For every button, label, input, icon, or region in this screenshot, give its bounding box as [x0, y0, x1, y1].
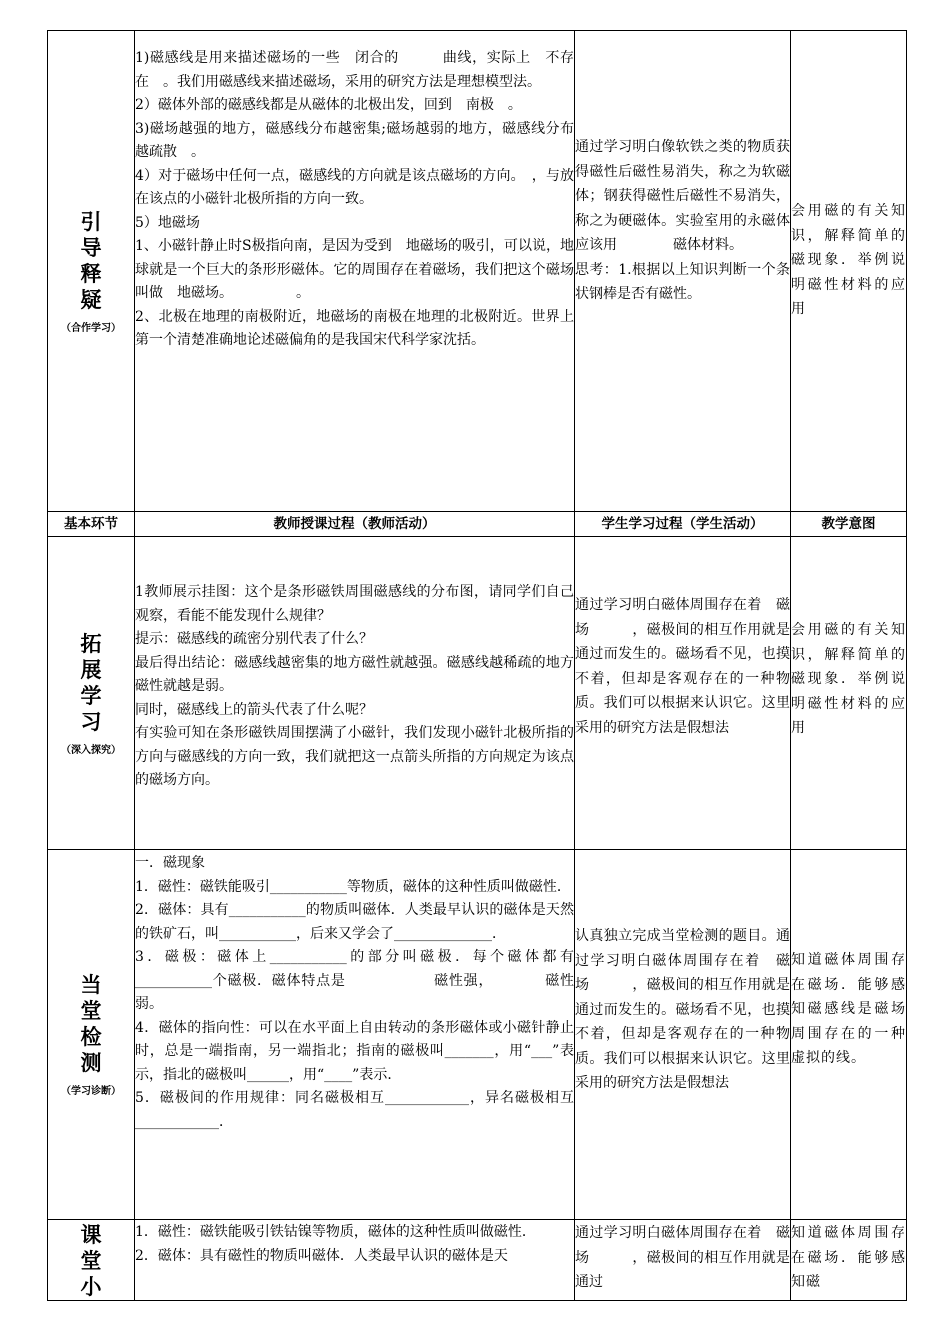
header-teacher: 教师授课过程（教师活动） [135, 512, 575, 537]
section-char: 当 [80, 973, 102, 997]
paragraph: 5．磁极间的作用规律：同名磁极相互____________，异名磁极相互____________． [135, 1090, 574, 1130]
section-guide [48, 31, 135, 512]
section-char: 拓 [80, 631, 102, 656]
student-activity-expand [575, 537, 791, 850]
section-char: 引 [80, 209, 102, 234]
paragraph: 2、北极在地理的南极附近，地磁场的南极在地理的北极附近。世界上第一个清楚准确地论述磁偏角的是我国宋代科学家沈括。 [135, 308, 574, 348]
section-char: 导 [80, 235, 102, 260]
paragraph: 提示：磁感线的疏密分别代表了什么？ [135, 631, 373, 647]
paragraph: 2．磁体：具有___________的物质叫磁体．人类最早认识的磁体是天然的铁矿石，叫___________，后来又学会了______________． [135, 902, 574, 942]
student-activity-guide [575, 31, 791, 512]
paragraph: 知道磁体周围存在磁场．能够感知磁感线是磁场周围存在的一种虚拟的线。 [791, 952, 906, 1066]
paragraph: 同时，磁感线上的箭头代表了什么呢？ [135, 701, 373, 718]
paragraph: 知道磁体周围存在磁场．能够感知磁 [791, 1225, 906, 1290]
teacher-activity-guide [135, 31, 575, 512]
section-expand [48, 537, 135, 850]
section-char: 小 [80, 1275, 102, 1299]
paragraph: 最后得出结论：磁感线越密集的地方磁性就越强。磁感线越稀疏的地方磁性就越是弱。 [135, 654, 574, 694]
header-row [48, 512, 907, 537]
section-char: 习 [80, 709, 102, 734]
section-char: 检 [80, 1025, 102, 1049]
paragraph: 有实验可知在条形磁铁周围摆满了小磁针，我们发现小磁针北极所指的方向与磁感线的方向一致，我们就把这一点箭头所指的方向规定为该点的磁场方向。 [135, 725, 574, 788]
paragraph: 3)磁场越强的地方，磁感线分布越密集;磁场越弱的地方，磁感线分布越疏散 。 [135, 120, 574, 160]
section-char: 堂 [80, 1249, 102, 1273]
paragraph: 3．磁极：磁体上___________的部分叫磁极．每个磁体都有___________个磁极．磁体特点是 磁性强， 磁性弱。 [135, 949, 574, 1012]
row-guide [48, 31, 907, 512]
intent-summary [791, 1220, 907, 1301]
intent-guide [791, 31, 907, 512]
paragraph: 1)磁感线是用来描述磁场的一些 闭合的 曲线，实际上 不存在 。我们用磁感线来描述磁场，采用的研究方法是理想模型法。 [135, 50, 574, 90]
intent-check [791, 850, 907, 1220]
paragraph: 会用磁的有关知识，解释简单的磁现象．举例说明磁性材料的应用 [791, 203, 906, 317]
teacher-activity-check [135, 850, 575, 1220]
section-check [48, 850, 135, 1220]
paragraph: 1．磁性：磁铁能吸引___________等物质，磁体的这种性质叫做磁性． [135, 878, 571, 895]
row-expand [48, 537, 907, 850]
section-char: 展 [80, 657, 102, 682]
section-char: 堂 [80, 999, 102, 1023]
paragraph: 会用磁的有关知识，解释简单的磁现象．举例说明磁性材料的应用 [791, 622, 906, 736]
section-subtitle: （深入探究） [61, 744, 121, 756]
student-activity-check [575, 850, 791, 1220]
paragraph: 通过学习明白磁体周围存在着 磁场 ，磁极间的相互作用就是通过而发生的。磁场看不见，也摸不着，但却是客观存在的一种物质。我们可以根据来认识它。这里采用的研究方法是假想法 [575, 597, 790, 736]
student-activity-summary [575, 1220, 791, 1301]
teacher-activity-summary [135, 1220, 575, 1301]
paragraph: 4）对于磁场中任何一点，磁感线的方向就是该点磁场的方向。 ，与放在该点的小磁针北极所指的方向一致。 [135, 167, 574, 207]
section-subtitle: （学习诊断） [61, 1086, 121, 1097]
paragraph: 2）磁体外部的磁感线都是从磁体的北极出发，回到 南极 。 [135, 97, 522, 113]
paragraph: 1教师展示挂图：这个是条形磁铁周围磁感线的分布图，请同学们自己观察，看能不能发现什么规律？ [135, 584, 574, 624]
section-char: 释 [80, 261, 102, 286]
header-student: 学生学习过程（学生活动） [575, 512, 791, 537]
row-check [48, 850, 907, 1220]
paragraph: 思考：1.根据以上知识判断一个条状钢棒是否有磁性。 [575, 261, 790, 302]
row-summary [48, 1220, 907, 1301]
section-char: 学 [80, 683, 102, 708]
header-stage: 基本环节 [48, 512, 135, 537]
section-char: 测 [80, 1051, 102, 1075]
lesson-plan-table [47, 30, 907, 1301]
paragraph: 一．磁现象 [135, 855, 205, 871]
header-intent: 教学意图 [791, 512, 907, 537]
paragraph: 1、小磁针静止时S极指向南，是因为受到 地磁场的吸引，可以说，地球就是一个巨大的条形形磁体。它的周围存在着磁场，我们把这个磁场叫做 地磁场。 。 [135, 238, 574, 301]
section-char: 课 [80, 1223, 102, 1247]
paragraph: 2．磁体：具有磁性的物质叫磁体．人类最早认识的磁体是天 [135, 1247, 508, 1264]
teacher-activity-expand [135, 537, 575, 850]
paragraph: 1．磁性：磁铁能吸引铁钴镍等物质，磁体的这种性质叫做磁性． [135, 1224, 536, 1240]
paragraph: 5）地磁场 [135, 214, 200, 231]
paragraph: 认真独立完成当堂检测的题目。通过学习明白磁体周围存在着 磁场 ，磁极间的相互作用就是通过而发生的。磁场看不见，也摸不着，但却是客观存在的一种物质。我们可以根据来认识它。这里采用的研究方法是假想法 [575, 928, 790, 1091]
section-summary [48, 1220, 135, 1301]
paragraph: 通过学习明白像软铁之类的物质获得磁性后磁性易消失，称之为软磁体；钢获得磁性后磁性不易消失，称之为硬磁体。实验室用的永磁体应该用 磁体材料。 [575, 139, 790, 253]
intent-expand [791, 537, 907, 850]
paragraph: 4．磁体的指向性：可以在水平面上自由转动的条形磁体或小磁针静止时，总是一端指南，另一端指北；指南的磁极叫_______，用“___”表示，指北的磁极叫______，用“____”表示． [135, 1019, 574, 1083]
section-char: 疑 [80, 287, 102, 312]
section-subtitle: （合作学习） [61, 322, 121, 334]
paragraph: 通过学习明白磁体周围存在着 磁场 ，磁极间的相互作用就是通过 [575, 1225, 790, 1290]
